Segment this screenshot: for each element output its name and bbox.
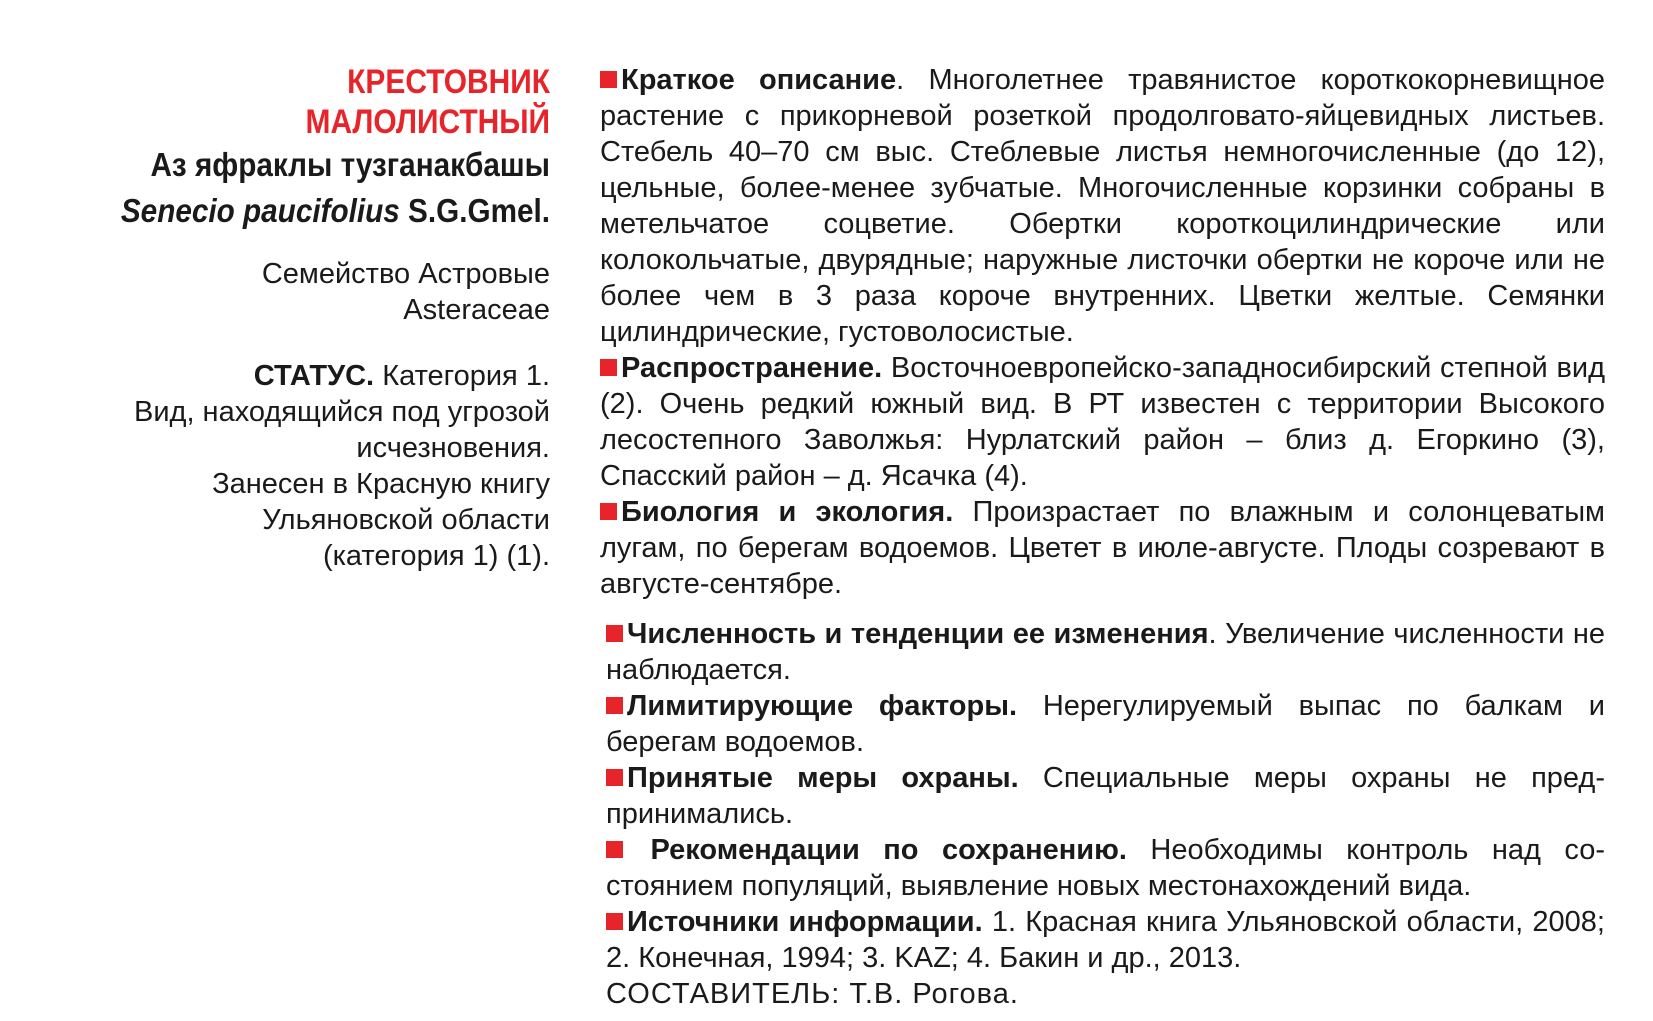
section-text: . Увеличение численности не наблюдается. — [606, 618, 1605, 686]
tatar-name: Аз яфраклы тузганакбашы — [150, 146, 550, 183]
section-heading: Распространение. — [621, 352, 883, 384]
section-description — [600, 62, 1605, 350]
section-text: Специальные меры охраны не предпринимались. — [606, 762, 1605, 830]
red-square-bullet-icon — [606, 625, 623, 642]
red-square-bullet-icon — [600, 359, 617, 376]
section-text: . Многолетнее травянистое короткокорневищное растение с прикорневой розеткой продолговато-яйцевидных листьев. Стебель 40–70 см выс. Стеблевые листья немногочисленные (до 12), цельные, более-менее зубчатые. Многочисленные корзинки собраны в метельчатое соцветие. Обертки короткоцилиндрические или колокольчатые, двурядные; наружные листочки обертки не короче или не более чем в 3 раза короче внутренних. Цветки желтые. Семянки цилиндрические, густоволосистые. — [600, 64, 1605, 348]
section-heading: Принятые меры охраны. — [627, 762, 1019, 794]
red-square-bullet-icon — [606, 697, 623, 714]
section-heading: Численность и тенденции ее изменения — [627, 618, 1209, 650]
section-heading: Рекомендации по сохранению. — [650, 834, 1127, 866]
red-square-bullet-icon — [606, 769, 623, 786]
section-measures — [600, 760, 1605, 832]
russian-name-line2: МАЛОЛИСТНЫЙ — [305, 103, 550, 141]
red-square-bullet-icon — [600, 71, 617, 88]
family-ru: Семейство Астровые — [261, 258, 550, 290]
section-text: Нерегулируемый выпас по балкам и берегам водоемов. — [606, 690, 1605, 758]
status-block — [40, 358, 550, 574]
status-category: Категория 1. — [382, 360, 550, 392]
latin-name — [91, 188, 550, 234]
red-square-bullet-icon — [600, 503, 617, 520]
status-line4: Занесен в Красную книгу — [212, 468, 550, 500]
section-text: Произрастает по влажным и солонцеватым лугам, по берегам водоемов. Цветет в июле-августе. Плоды созревают в августе-сентябре. — [600, 496, 1605, 600]
section-text: Необходимы контроль над состоянием популяций, выявление новых местонахождений вида. — [606, 834, 1605, 902]
family-block — [40, 256, 550, 328]
status-line1 — [40, 358, 550, 394]
section-text: 1. Красная книга Ульяновской области, 2008; 2. Конечная, 1994; 3. KAZ; 4. Бакин и др., 2013. — [606, 906, 1605, 974]
status-line3: исчезновения. — [356, 432, 550, 464]
section-sources — [600, 904, 1605, 976]
species-header — [40, 62, 550, 574]
section-abundance — [600, 616, 1605, 688]
status-label: СТАТУС. — [253, 360, 375, 392]
species-body — [600, 62, 1605, 1012]
section-heading: Краткое описание — [621, 64, 897, 96]
section-heading: Источники информации. — [627, 906, 983, 938]
russian-name-line1: КРЕСТОВНИК — [347, 63, 550, 101]
status-line2: Вид, находящийся под угрозой — [133, 396, 550, 428]
section-heading: Лимитирующие факторы. — [627, 690, 1018, 722]
red-square-bullet-icon — [606, 841, 623, 858]
section-limiting-factors — [600, 688, 1605, 760]
section-biology — [600, 494, 1605, 602]
family-latin: Asteraceae — [403, 294, 550, 326]
status-line6: (категория 1) (1). — [322, 540, 550, 572]
section-heading: Биология и экология. — [621, 496, 954, 528]
author-line: СОСТАВИТЕЛЬ: Т.В. Рогова. — [606, 978, 1019, 1010]
section-recommendations — [600, 832, 1605, 904]
section-distribution — [600, 350, 1605, 494]
status-line5: Ульяновской области — [262, 504, 550, 536]
latin-author: S.G.Gmel. — [408, 192, 550, 229]
section-text: Восточноевропейско-западносибирский степной вид (2). Очень редкий южный вид. В РТ известен с территории Высокого лесостепного Заволжья: Нурлатский район – близ д. Егоркино (3), Спасский район – д. Ясачка (4). — [600, 352, 1605, 492]
latin-binomial: Senecio paucifolius — [120, 192, 400, 229]
red-square-bullet-icon — [606, 913, 623, 930]
